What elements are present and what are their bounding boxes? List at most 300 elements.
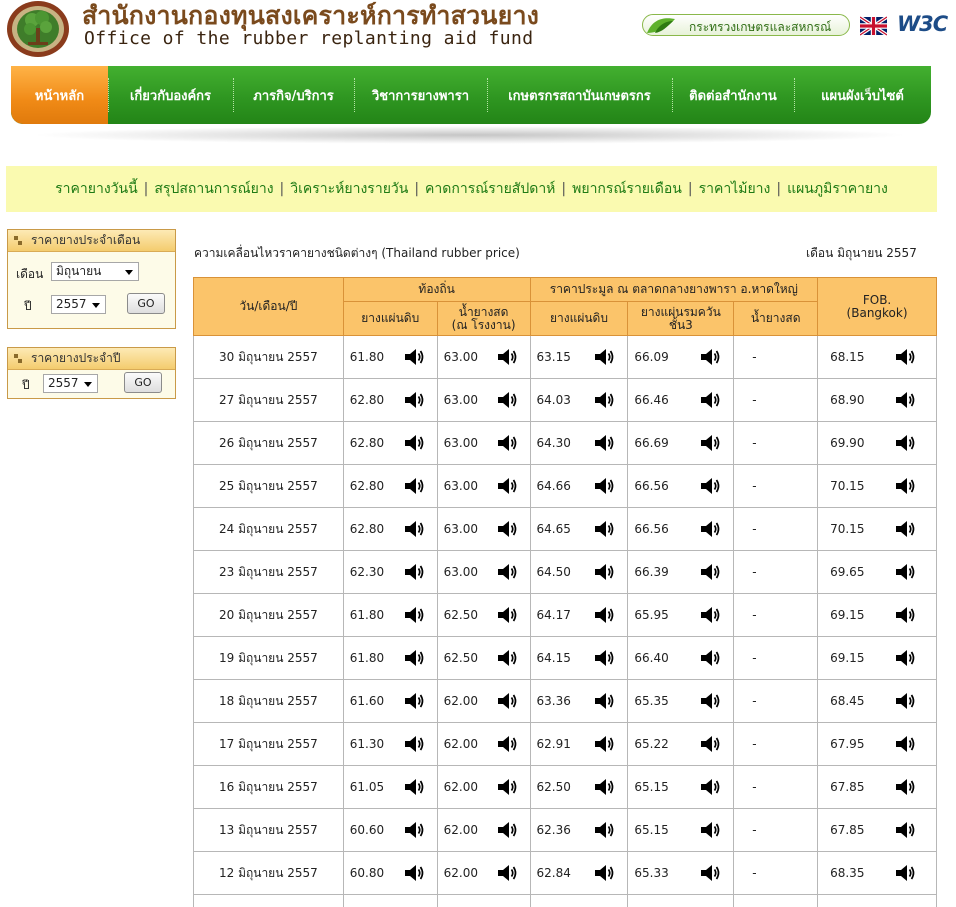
fob-price: 69.15 [830,608,865,622]
central-latex-price-cell [734,637,818,680]
central-latex-price-cell [734,422,818,465]
yearly-year-select-value: 2557 [48,376,79,390]
central-latex-price: - [752,651,757,665]
monthly-price-box [7,229,176,329]
table-row [194,680,937,723]
subnav-separator: | [279,181,285,197]
central-rss3-price-cell [628,895,734,907]
local-sheet-price-cell [343,508,437,551]
header-central-latex: น้ำยางสด [734,302,818,336]
ministry-link[interactable] [642,14,850,36]
speaker-icon[interactable] [894,389,916,411]
local-latex-price-cell [437,594,530,637]
header-central-market: ราคาประมูล ณ ตลาดกลางยางพารา อ.หาดใหญ่ [530,278,818,302]
row-date: 27 มิถุนายน 2557 [218,392,318,407]
fob-price-cell [818,551,937,594]
speaker-icon[interactable] [403,647,425,669]
nav-farmers[interactable]: เกษตรกรสถาบันเกษตรกร [487,66,672,124]
chevron-down-icon [84,382,92,387]
central-sheet-price-cell [530,637,628,680]
subnav-today-price[interactable]: ราคายางวันนี้ [55,181,138,197]
chevron-down-icon [125,270,133,275]
row-date: 18 มิถุนายน 2557 [218,693,318,708]
local-latex-price-cell [437,723,530,766]
local-latex-price-cell [437,852,530,895]
local-sheet-price: 61.80 [349,350,385,364]
price-rows [194,336,937,907]
central-sheet-price-cell [530,422,628,465]
speaker-icon[interactable] [699,819,721,841]
local-latex-price-cell [437,680,530,723]
fob-price-cell [818,379,937,422]
local-sheet-price-cell [343,852,437,895]
central-latex-price-cell [734,680,818,723]
fob-price: 68.15 [830,350,865,364]
speaker-icon[interactable] [593,862,615,884]
header-central-rss3 [628,302,734,336]
yearly-price-title [8,348,175,370]
bullet-icon [14,236,23,245]
speaker-icon[interactable] [403,862,425,884]
yearly-price-title-text: ราคายางประจำปี [31,351,121,365]
table-row [194,336,937,379]
speaker-icon[interactable] [403,346,425,368]
month-select[interactable] [51,262,139,281]
yearly-go-button[interactable]: GO [124,372,162,393]
fob-price-cell [818,680,937,723]
local-latex-price-cell [437,766,530,809]
fob-price: 68.90 [830,393,865,407]
central-rss3-price: 66.09 [634,350,669,364]
central-sheet-price: 63.36 [536,694,571,708]
fob-price: 67.95 [830,737,865,751]
header-fob-sub: (Bangkok) [846,305,908,320]
row-date-cell [194,508,344,551]
header-fob-label: FOB. [862,292,892,307]
month-year-select-value: 2557 [56,297,87,311]
table-row [194,852,937,895]
speaker-icon[interactable] [403,733,425,755]
speaker-icon[interactable] [593,604,615,626]
speaker-icon[interactable] [894,475,916,497]
speaker-icon[interactable] [894,518,916,540]
local-sheet-price: 62.80 [349,522,385,536]
local-latex-price: 62.00 [443,780,478,794]
central-latex-price-cell [734,336,818,379]
speaker-icon[interactable] [593,389,615,411]
nav-sitemap[interactable]: แผนผังเว็บไซต์ [794,66,931,124]
speaker-icon[interactable] [699,389,721,411]
speaker-icon[interactable] [496,776,518,798]
speaker-icon[interactable] [496,518,518,540]
fob-price-cell [818,594,937,637]
fob-price-cell [818,465,937,508]
fob-price: 70.15 [830,522,865,536]
nav-contact[interactable]: ติดต่อสำนักงาน [672,66,794,124]
local-sheet-price: 62.80 [349,479,385,493]
speaker-icon[interactable] [496,389,518,411]
row-date: 23 มิถุนายน 2557 [218,564,318,579]
row-date-cell [194,809,344,852]
central-sheet-price: 63.15 [536,350,571,364]
site-title-thai: สำนักงานกองทุนสงเคราะห์การทำสวนยาง [82,1,540,30]
speaker-icon[interactable] [894,561,916,583]
local-latex-price: 62.00 [443,823,478,837]
year-label: ปี [24,299,32,313]
fob-price-cell [818,637,937,680]
nav-home[interactable]: หน้าหลัก [11,66,108,124]
speaker-icon[interactable] [403,475,425,497]
central-rss3-price-cell [628,336,734,379]
row-date-cell [194,594,344,637]
speaker-icon[interactable] [496,561,518,583]
speaker-icon[interactable] [699,690,721,712]
central-rss3-price-cell [628,594,734,637]
yearly-year-select[interactable] [43,374,98,393]
row-date-cell [194,637,344,680]
fob-price-cell [818,852,937,895]
local-latex-price: 62.50 [443,608,478,622]
speaker-icon[interactable] [593,432,615,454]
header-local-sheet: ยางแผ่นดิบ [343,302,437,336]
local-sheet-price-cell [343,723,437,766]
row-date: 19 มิถุนายน 2557 [218,650,318,665]
speaker-icon[interactable] [894,690,916,712]
central-rss3-price-cell [628,637,734,680]
central-sheet-price: 62.50 [536,780,571,794]
central-latex-price-cell [734,508,818,551]
speaker-icon[interactable] [593,346,615,368]
table-row [194,895,937,907]
local-latex-price: 63.00 [443,393,478,407]
central-rss3-price-cell [628,379,734,422]
speaker-icon[interactable] [699,647,721,669]
central-rss3-price: 65.35 [634,694,669,708]
local-latex-price: 63.00 [443,350,478,364]
speaker-icon[interactable] [593,690,615,712]
central-sheet-price-cell [530,723,628,766]
speaker-icon[interactable] [496,690,518,712]
central-rss3-price: 65.15 [634,823,669,837]
speaker-icon[interactable] [496,733,518,755]
local-latex-price: 62.00 [443,694,478,708]
row-date-cell [194,766,344,809]
fob-price: 67.85 [830,823,865,837]
central-sheet-price: 64.30 [536,436,571,450]
header-fob [818,278,937,336]
month-year-select[interactable] [51,295,106,314]
speaker-icon[interactable] [403,776,425,798]
central-latex-price: - [752,565,757,579]
subnav-separator: | [561,181,567,197]
central-latex-price: - [752,694,757,708]
central-sheet-price-cell [530,336,628,379]
speaker-icon[interactable] [699,776,721,798]
central-sheet-price-cell [530,766,628,809]
local-sheet-price: 62.30 [349,565,385,579]
central-rss3-price: 65.33 [634,866,669,880]
row-date-cell [194,336,344,379]
nav-mission[interactable]: ภารกิจ/บริการ [233,66,354,124]
local-sheet-price: 61.05 [349,780,385,794]
row-date: 24 มิถุนายน 2557 [218,521,318,536]
central-latex-price: - [752,350,757,364]
speaker-icon[interactable] [894,819,916,841]
speaker-icon[interactable] [593,518,615,540]
local-sheet-price-cell [343,637,437,680]
central-rss3-price: 66.56 [634,522,669,536]
central-sheet-price: 64.03 [536,393,571,407]
speaker-icon[interactable] [403,604,425,626]
speaker-icon[interactable] [894,862,916,884]
speaker-icon[interactable] [894,346,916,368]
local-sheet-price-cell [343,766,437,809]
row-date: 26 มิถุนายน 2557 [218,435,318,450]
central-rss3-price: 66.56 [634,479,669,493]
central-sheet-price-cell [530,809,628,852]
central-sheet-price: 64.65 [536,522,571,536]
speaker-icon[interactable] [496,604,518,626]
central-sheet-price: 64.15 [536,651,571,665]
central-sheet-price: 64.66 [536,479,571,493]
speaker-icon[interactable] [403,819,425,841]
speaker-icon[interactable] [403,518,425,540]
speaker-icon[interactable] [593,776,615,798]
local-sheet-price: 61.80 [349,651,385,665]
speaker-icon[interactable] [593,647,615,669]
local-sheet-price: 60.60 [349,823,385,837]
speaker-icon[interactable] [496,475,518,497]
speaker-icon[interactable] [593,733,615,755]
nav-about[interactable]: เกี่ยวกับองค์กร [108,66,233,124]
speaker-icon[interactable] [403,389,425,411]
header-central-rss3-sub: ชั้น3 [668,317,693,332]
local-sheet-price-cell [343,895,437,907]
local-sheet-price-cell [343,379,437,422]
speaker-icon[interactable] [403,432,425,454]
local-latex-price: 62.00 [443,866,478,880]
row-date-cell [194,723,344,766]
subnav-separator: | [687,181,693,197]
central-rss3-price-cell [628,852,734,895]
speaker-icon[interactable] [699,518,721,540]
local-sheet-price: 60.80 [349,866,385,880]
local-latex-price-cell [437,637,530,680]
central-sheet-price: 62.84 [536,866,571,880]
speaker-icon[interactable] [699,475,721,497]
local-sheet-price: 62.80 [349,436,385,450]
row-date-cell [194,895,344,907]
nav-rubber-academic[interactable]: วิชาการยางพารา [354,66,487,124]
local-latex-price: 63.00 [443,565,478,579]
sub-nav [6,166,937,212]
speaker-icon[interactable] [593,561,615,583]
speaker-icon[interactable] [593,819,615,841]
local-latex-price: 63.00 [443,436,478,450]
row-date: 25 มิถุนายน 2557 [218,478,318,493]
content-title: ความเคลื่อนไหวราคายางชนิดต่างๆ (Thailand rubber price) [194,246,520,260]
speaker-icon[interactable] [496,862,518,884]
month-label: เดือน [16,267,44,281]
local-sheet-price: 61.60 [349,694,385,708]
speaker-icon[interactable] [496,647,518,669]
central-sheet-price-cell [530,852,628,895]
yearly-year-label: ปี [22,378,30,392]
row-date-cell [194,551,344,594]
central-latex-price-cell [734,809,818,852]
row-date: 13 มิถุนายน 2557 [218,822,318,837]
subnav-price-chart[interactable]: แผนภูมิราคายาง [787,181,888,197]
local-latex-price-cell [437,895,530,907]
subnav-situation-summary[interactable]: สรุปสถานการณ์ยาง [154,181,274,197]
local-sheet-price: 61.80 [349,608,385,622]
central-rss3-price-cell [628,680,734,723]
site-title-english: Office of the rubber replanting aid fund [84,28,534,49]
central-latex-price: - [752,393,757,407]
chevron-down-icon [92,303,100,308]
central-sheet-price: 62.91 [536,737,571,751]
nav-shadow [30,126,910,144]
month-caption: เดือน มิถุนายน 2557 [806,246,917,260]
speaker-icon[interactable] [894,776,916,798]
speaker-icon[interactable] [894,647,916,669]
central-latex-price: - [752,479,757,493]
subnav-separator: | [414,181,420,197]
table-row [194,594,937,637]
central-sheet-price-cell [530,680,628,723]
central-latex-price-cell [734,379,818,422]
fob-price: 69.65 [830,565,865,579]
leaf-icon [645,16,677,35]
org-logo[interactable] [6,0,70,58]
fob-price: 69.15 [830,651,865,665]
speaker-icon[interactable] [496,346,518,368]
ministry-label: กระทรวงเกษตรและสหกรณ์ [689,20,832,34]
central-sheet-price-cell [530,379,628,422]
fob-price-cell [818,422,937,465]
table-row [194,551,937,594]
speaker-icon[interactable] [593,475,615,497]
row-date: 17 มิถุนายน 2557 [218,736,318,751]
month-select-value: มิถุนายน [56,264,102,278]
central-rss3-price-cell [628,422,734,465]
subnav-daily-analysis[interactable]: วิเคราะห์ยางรายวัน [290,181,409,197]
local-latex-price-cell [437,465,530,508]
subnav-weekly-forecast[interactable]: คาดการณ์รายสัปดาห์ [425,181,556,197]
table-row [194,465,937,508]
header-local-latex [437,302,530,336]
speaker-icon[interactable] [699,733,721,755]
central-latex-price: - [752,522,757,536]
central-rss3-price: 66.46 [634,393,669,407]
header-central-rss3-label: ยางแผ่นรมควัน [640,304,721,319]
bullet-icon [14,354,23,363]
table-row [194,422,937,465]
local-sheet-price-cell [343,465,437,508]
local-sheet-price-cell [343,551,437,594]
central-sheet-price-cell [530,594,628,637]
fob-price-cell [818,895,937,907]
speaker-icon[interactable] [894,432,916,454]
central-latex-price: - [752,608,757,622]
central-rss3-price-cell [628,809,734,852]
fob-price: 69.90 [830,436,865,450]
table-row [194,637,937,680]
local-latex-price-cell [437,379,530,422]
fob-price-cell [818,809,937,852]
fob-price: 70.15 [830,479,865,493]
speaker-icon[interactable] [496,432,518,454]
central-latex-price-cell [734,551,818,594]
row-date: 20 มิถุนายน 2557 [218,607,318,622]
central-sheet-price-cell [530,465,628,508]
speaker-icon[interactable] [699,561,721,583]
row-date: 12 มิถุนายน 2557 [218,865,318,880]
central-latex-price: - [752,866,757,880]
monthly-go-button[interactable]: GO [127,293,165,314]
central-latex-price: - [752,737,757,751]
speaker-icon[interactable] [403,690,425,712]
main-nav [11,66,931,124]
subnav-monthly-forecast[interactable]: พยากรณ์รายเดือน [572,181,682,197]
row-date-cell [194,680,344,723]
local-latex-price: 63.00 [443,479,478,493]
local-sheet-price-cell [343,680,437,723]
local-latex-price-cell [437,551,530,594]
row-date-cell [194,465,344,508]
local-latex-price: 63.00 [443,522,478,536]
w3c-logo[interactable]: W3C [897,12,948,36]
speaker-icon[interactable] [403,561,425,583]
row-date: 30 มิถุนายน 2557 [218,349,318,364]
subnav-rubberwood-price[interactable]: ราคาไม้ยาง [698,181,771,197]
speaker-icon[interactable] [699,604,721,626]
local-sheet-price: 62.80 [349,393,385,407]
local-latex-price-cell [437,336,530,379]
monthly-price-title-text: ราคายางประจำเดือน [31,233,141,247]
header-local-latex-sub: (ณ โรงงาน) [451,317,516,332]
speaker-icon[interactable] [894,733,916,755]
english-flag-icon[interactable] [860,16,887,36]
speaker-icon[interactable] [699,346,721,368]
speaker-icon[interactable] [699,862,721,884]
subnav-separator: | [776,181,782,197]
local-sheet-price-cell [343,422,437,465]
speaker-icon[interactable] [699,432,721,454]
row-date-cell [194,852,344,895]
local-latex-price-cell [437,809,530,852]
local-sheet-price-cell [343,594,437,637]
central-sheet-price-cell [530,895,628,907]
table-row [194,809,937,852]
central-rss3-price-cell [628,465,734,508]
local-latex-price: 62.00 [443,737,478,751]
fob-price: 68.45 [830,694,865,708]
central-sheet-price-cell [530,551,628,594]
central-latex-price-cell [734,465,818,508]
central-latex-price: - [752,823,757,837]
speaker-icon[interactable] [894,604,916,626]
header-date: วัน/เดือน/ปี [194,278,344,336]
speaker-icon[interactable] [496,819,518,841]
header-central-sheet: ยางแผ่นดิบ [530,302,628,336]
subnav-separator: | [143,181,149,197]
yearly-price-box [7,347,176,399]
central-sheet-price: 64.17 [536,608,571,622]
local-latex-price-cell [437,422,530,465]
local-latex-price-cell [437,508,530,551]
local-sheet-price: 61.30 [349,737,385,751]
